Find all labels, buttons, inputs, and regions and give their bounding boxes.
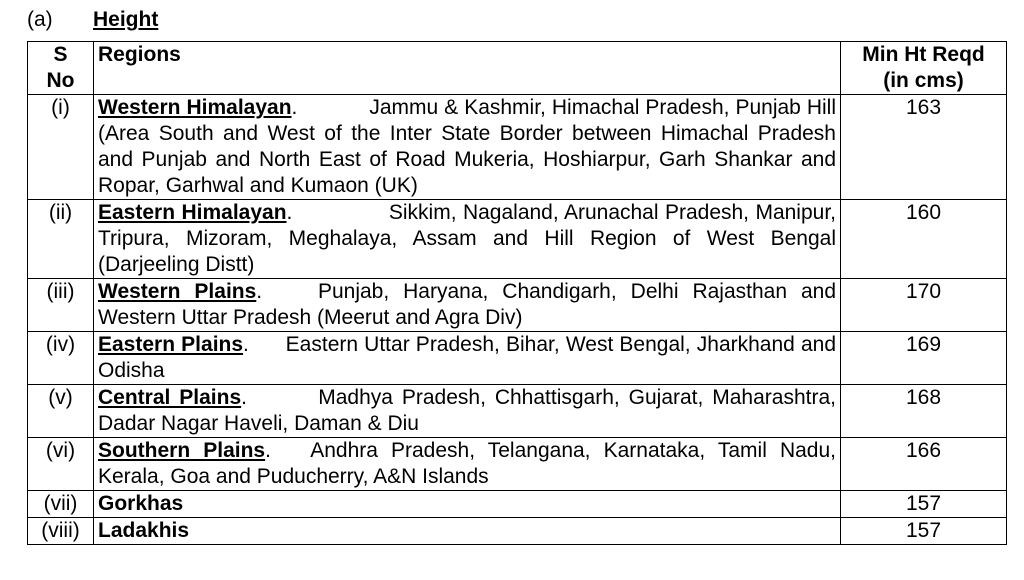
table-row [28,95,1007,200]
region-name: Western Himalayan [98,96,292,119]
row-min-height: 170 [841,279,1007,332]
row-region [94,518,841,545]
table-header-row [28,42,1007,95]
row-min-height: 157 [841,491,1007,518]
section-title: Height [93,8,159,31]
row-min-height: 160 [841,200,1007,279]
region-name: Ladakhis [98,519,190,542]
region-name: Eastern Himalayan [98,201,287,224]
row-min-height: 169 [841,332,1007,385]
region-description: Jammu & Kashmir, Himachal Pradesh, Punjab Hill (Area South and West of the Inter State Border between Himachal Pradesh and Punjab and North East of Road Mukeria, Hoshiarpur, Garh Shankar and Ropar, Garhwal and Kumaon (UK) [98,96,837,197]
row-sno: (viii) [28,518,94,545]
row-region: Western Plains. Punjab, Haryana, Chandigarh, Delhi Rajasthan and Western Uttar Pradesh (Meerut and Agra Div) [94,279,841,332]
row-sno: (vii) [28,491,94,518]
region-description: Eastern Uttar Pradesh, Bihar, West Bengal, Jharkhand and Odisha [98,333,836,382]
table-row [28,279,1007,332]
row-min-height: 166 [841,438,1007,491]
region-name: Eastern Plains [98,333,244,356]
region-description: Madhya Pradesh, Chhattisgarh, Gujarat, Maharashtra, Dadar Nagar Haveli, Daman & Diu [98,386,836,435]
section-label: (a) [27,8,53,31]
header-sno: S No [28,42,94,95]
table-row [28,491,1007,518]
row-sno: (ii) [28,200,94,279]
row-region: Southern Plains. Andhra Pradesh, Telangana, Karnataka, Tamil Nadu, Kerala, Goa and Puducherry, A&N Islands [94,438,841,491]
row-sno: (vi) [28,438,94,491]
table-row [28,385,1007,438]
region-description: Sikkim, Nagaland, Arunachal Pradesh, Manipur, Tripura, Mizoram, Meghalaya, Assam and Hill Region of West Bengal (Darjeeling Distt) [98,201,836,276]
table-row [28,332,1007,385]
row-min-height: 163 [841,95,1007,200]
header-min-height: Min Ht Reqd (in cms) [841,42,1007,95]
region-name: Central Plains [98,386,242,409]
header-regions: Regions [94,42,841,95]
row-sno: (v) [28,385,94,438]
row-region [94,491,841,518]
section-heading [27,7,158,33]
row-region: Eastern Himalayan. Sikkim, Nagaland, Arunachal Pradesh, Manipur, Tripura, Mizoram, Meghalaya, Assam and Hill Region of West Bengal (Darjeeling Distt) [94,200,841,279]
row-min-height: 157 [841,518,1007,545]
region-description: Andhra Pradesh, Telangana, Karnataka, Tamil Nadu, Kerala, Goa and Puducherry, A&N Islands [98,439,836,488]
region-name: Gorkhas [98,492,184,515]
region-description: Punjab, Haryana, Chandigarh, Delhi Rajasthan and Western Uttar Pradesh (Meerut and Agra Div) [98,280,837,329]
row-region: Central Plains. Madhya Pradesh, Chhattisgarh, Gujarat, Maharashtra, Dadar Nagar Haveli, Daman & Diu [94,385,841,438]
row-min-height: 168 [841,385,1007,438]
row-sno: (iv) [28,332,94,385]
table-row [28,200,1007,279]
height-requirements-table [27,41,1007,545]
row-region: Western Himalayan. Jammu & Kashmir, Himachal Pradesh, Punjab Hill (Area South and West of the Inter State Border between Himachal Pradesh and Punjab and North East of Road Mukeria, Hoshiarpur, Garh Shankar and Ropar, Garhwal and Kumaon (UK) [94,95,841,200]
table-row [28,438,1007,491]
row-sno: (i) [28,95,94,200]
region-name: Western Plains [98,280,257,303]
row-region: Eastern Plains. Eastern Uttar Pradesh, Bihar, West Bengal, Jharkhand and Odisha [94,332,841,385]
table-row [28,518,1007,545]
row-sno: (iii) [28,279,94,332]
region-name: Southern Plains [98,439,266,462]
